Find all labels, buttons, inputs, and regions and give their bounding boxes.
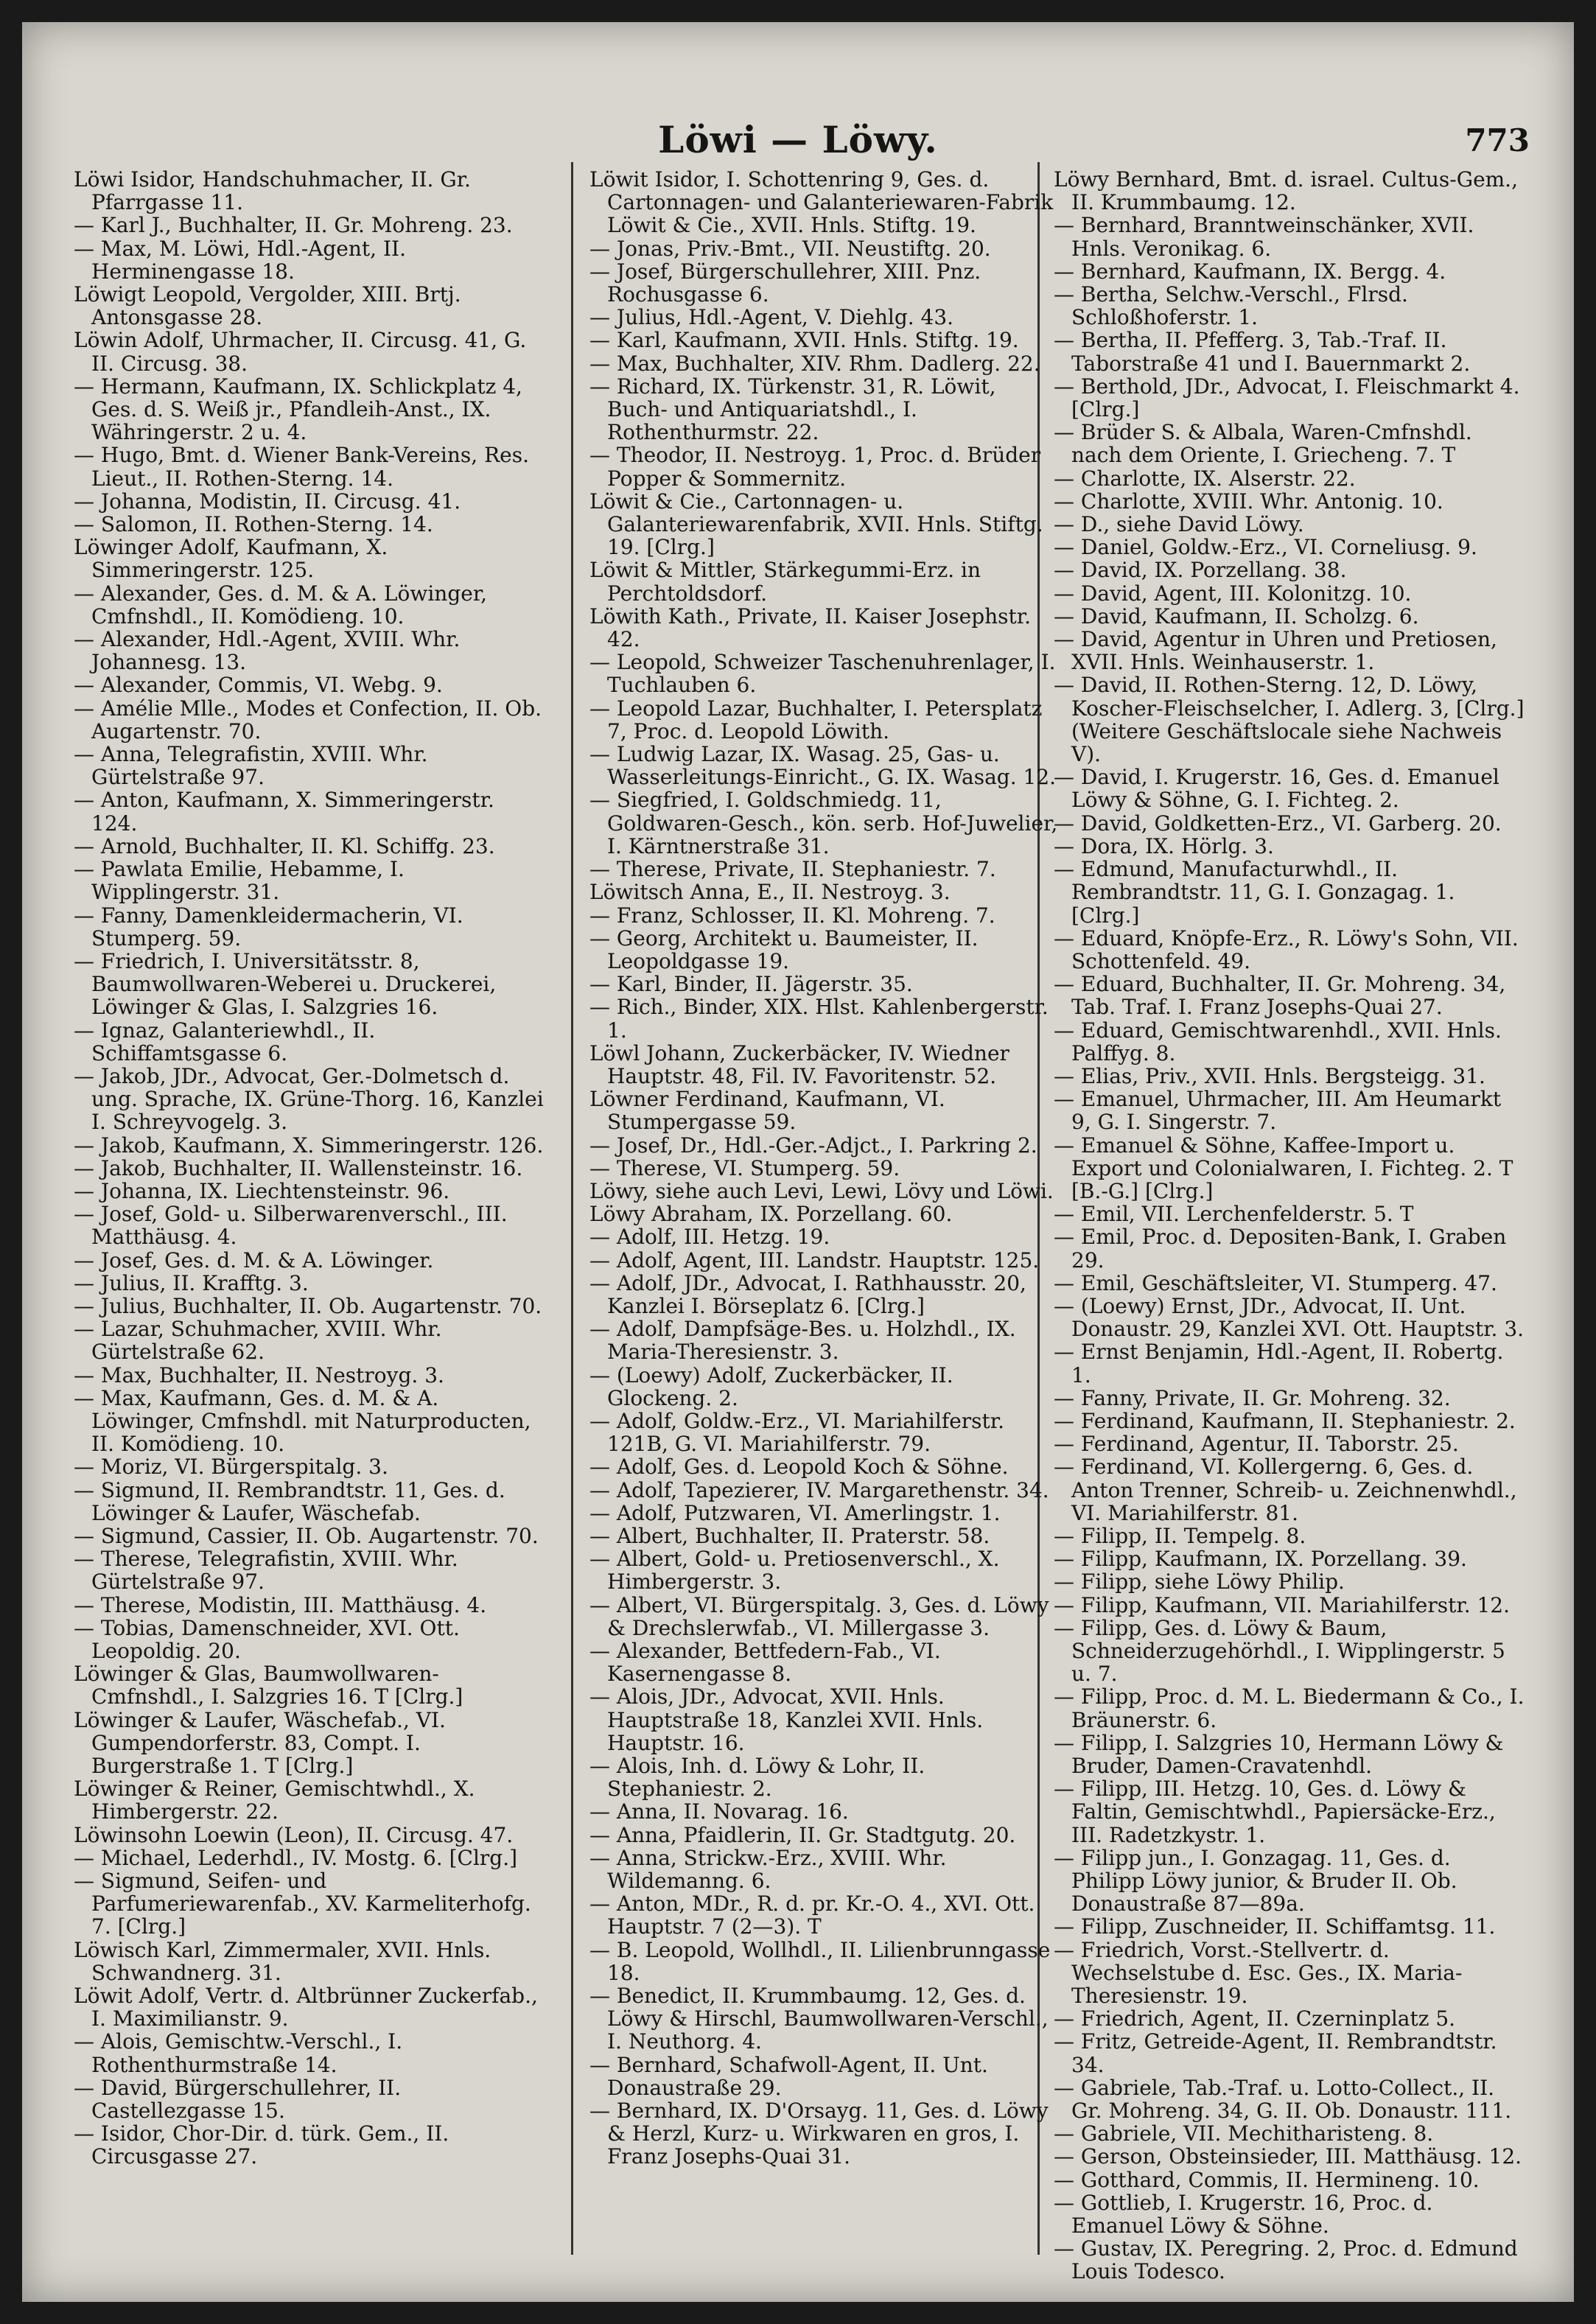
directory-entry: Löwith Kath., Private, II. Kaiser Josephstr. 42. [589, 603, 1031, 652]
directory-entry: — Max, M. Löwi, Hdl.-Agent, II. Herminengasse 18. [74, 236, 406, 284]
directory-page [22, 22, 1574, 2302]
directory-entry: — Emanuel, Uhrmacher, III. Am Heumarkt 9, G. I. Singerstr. 7. [1054, 1087, 1502, 1135]
directory-entry: Löwinger Adolf, Kaufmann, X. Simmeringerstr. 125. [74, 535, 388, 583]
directory-entry: — Ernst Benjamin, Hdl.-Agent, II. Robertg. 1. [1054, 1340, 1504, 1387]
directory-entry: — Josef, Bürgerschullehrer, XIII. Pnz. Rochusgasse 6. [589, 259, 981, 307]
directory-entry: — Alexander, Bettfedern-Fab., VI. Kasernengasse 8. [589, 1639, 941, 1687]
directory-entry: — Julius, Hdl.-Agent, V. Diehlg. 43. [589, 305, 954, 330]
directory-entry: — Johanna, Modistin, II. Circusg. 41. [74, 489, 461, 514]
directory-entry: — Hermann, Kaufmann, IX. Schlickplatz 4, Ges. d. S. Weiß jr., Pfandleih-Anst., IX. Währingerstr. 2 u. 4. [74, 374, 522, 445]
directory-entry: — Filipp, Ges. d. Löwy & Baum, Schneiderzugehörhdl., I. Wipplingerstr. 5 u. 7. [1054, 1615, 1505, 1687]
directory-entry: — Therese, Modistin, III. Matthäusg. 4. [74, 1592, 487, 1617]
directory-entry: — Bernhard, Branntweinschänker, XVII. Hnls. Veronikag. 6. [1054, 213, 1474, 261]
directory-entry: — Emanuel & Söhne, Kaffee-Import u. Export und Colonialwaren, I. Fichteg. 2. T [B.-G.] [Clrg.] [1054, 1133, 1513, 1203]
directory-entry: Löwy, siehe auch Levi, Lewi, Lövy und Löwi. [589, 1178, 1054, 1203]
directory-entry: — Max, Buchhalter, II. Nestroyg. 3. [74, 1362, 444, 1387]
directory-entry: — Alexander, Ges. d. M. & A. Löwinger, Cmfnshdl., II. Komödieng. 10. [74, 581, 488, 629]
directory-entry: — Anna, Pfaidlerin, II. Gr. Stadtgutg. 20. [589, 1822, 1016, 1847]
directory-entry: — Leopold Lazar, Buchhalter, I. Petersplatz 7, Proc. d. Leopold Löwith. [589, 696, 1043, 743]
directory-entry: — Ferdinand, VI. Kollergerng. 6, Ges. d. Anton Trenner, Schreib- u. Zeichnenwhdl., VI. Mariahilferstr. 81. [1054, 1455, 1517, 1525]
directory-entry: — Isidor, Chor-Dir. d. türk. Gem., II. Circusgasse 27. [74, 2121, 449, 2169]
directory-entry: — Max, Buchhalter, XIV. Rhm. Dadlerg. 22. [589, 351, 1040, 376]
directory-entry: — David, IX. Porzellang. 38. [1054, 558, 1347, 583]
directory-entry: — Eduard, Knöpfe-Erz., R. Löwy's Sohn, VII. Schottenfeld. 49. [1054, 925, 1519, 973]
directory-entry: Löwigt Leopold, Vergolder, XIII. Brtj. Antonsgasse 28. [74, 282, 461, 330]
directory-entry: — Adolf, III. Hetzg. 19. [589, 1225, 830, 1250]
directory-entry: — Anna, II. Novarag. 16. [589, 1799, 849, 1824]
column-divider [571, 162, 573, 2255]
directory-entry: — Josef, Dr., Hdl.-Ger.-Adjct., I. Parkring 2. [589, 1133, 1037, 1158]
directory-entry: — Filipp, I. Salzgries 10, Hermann Löwy & Bruder, Damen-Cravatenhdl. [1054, 1730, 1504, 1779]
directory-entry: — D., siehe David Löwy. [1054, 512, 1304, 537]
directory-entry: Löwner Ferdinand, Kaufmann, VI. Stumpergasse 59. [589, 1087, 945, 1135]
directory-entry: — Charlotte, IX. Alserstr. 22. [1054, 466, 1356, 491]
directory-entry: — B. Leopold, Wollhdl., II. Lilienbrunngasse 18. [589, 1937, 1051, 1985]
directory-entry: — Gotthard, Commis, II. Hermineng. 10. [1054, 2167, 1480, 2192]
directory-entry: — Johanna, IX. Liechtensteinstr. 96. [74, 1178, 450, 1203]
directory-entry: — Alois, JDr., Advocat, XVII. Hnls. Hauptstraße 18, Kanzlei XVII. Hnls. Hauptstr. 16. [589, 1684, 984, 1755]
directory-entry: — Filipp jun., I. Gonzagag. 11, Ges. d. Philipp Löwy junior, & Bruder II. Ob. Donaustraße 87—89a. [1054, 1845, 1457, 1917]
directory-entry: — Albert, Buchhalter, II. Praterstr. 58. [589, 1523, 990, 1548]
directory-entry: — David, II. Rothen-Sterng. 12, D. Löwy, Koscher-Fleischselcher, I. Adlerg. 3, [Clrg.] (Weitere Geschäftslocale siehe Nachweis V). [1054, 673, 1525, 767]
directory-entry: Löwl Johann, Zuckerbäcker, IV. Wiedner Hauptstr. 48, Fil. IV. Favoritenstr. 52. [589, 1040, 1009, 1088]
directory-entry: Löwit & Mittler, Stärkegummi-Erz. in Perchtoldsdorf. [589, 558, 981, 606]
directory-column-right [1054, 167, 1525, 2284]
directory-entry: — Filipp, siehe Löwy Philip. [1054, 1569, 1345, 1595]
directory-entry: — Edmund, Manufacturwhdl., II. Rembrandtstr. 11, G. I. Gonzagag. 1. [Clrg.] [1054, 857, 1455, 928]
directory-entry: — David, Bürgerschullehrer, II. Castellezgasse 15. [74, 2075, 402, 2124]
directory-entry: — Emil, Proc. d. Depositen-Bank, I. Graben 29. [1054, 1225, 1507, 1273]
directory-entry: — Fritz, Getreide-Agent, II. Rembrandtstr. 34. [1054, 2029, 1497, 2077]
directory-entry: — Ludwig Lazar, IX. Wasag. 25, Gas- u. Wasserleitungs-Einricht., G. IX. Wasag. 12. [589, 742, 1057, 790]
directory-entry: — Elias, Priv., XVII. Hnls. Bergsteigg. 31. [1054, 1063, 1485, 1088]
directory-entry: — David, I. Krugerstr. 16, Ges. d. Emanuel Löwy & Söhne, G. I. Fichteg. 2. [1054, 765, 1499, 813]
directory-entry: — Georg, Architekt u. Baumeister, II. Leopoldgasse 19. [589, 925, 979, 973]
directory-entry: — David, Goldketten-Erz., VI. Garberg. 20. [1054, 811, 1502, 836]
directory-entry: — Lazar, Schuhmacher, XVIII. Whr. Gürtelstraße 62. [74, 1317, 442, 1365]
directory-entry: — Siegfried, I. Goldschmiedg. 11, Goldwaren-Gesch., kön. serb. Hof-Juwelier, I. Kärntnerstraße 31. [589, 788, 1058, 858]
directory-entry: — Gustav, IX. Peregring. 2, Proc. d. Edmund Louis Todesco. [1054, 2236, 1518, 2284]
directory-entry: — Leopold, Schweizer Taschenuhrenlager, I. Tuchlauben 6. [589, 650, 1056, 698]
directory-entry: — Jakob, Kaufmann, X. Simmeringerstr. 126. [74, 1133, 544, 1158]
directory-entry: — Albert, Gold- u. Pretiosenverschl., X. Himbergerstr. 3. [589, 1547, 1000, 1595]
directory-entry: — Alexander, Commis, VI. Webg. 9. [74, 673, 443, 698]
directory-entry: — Eduard, Gemischtwarenhdl., XVII. Hnls. Palffyg. 8. [1054, 1018, 1502, 1065]
directory-entry: — Berthold, JDr., Advocat, I. Fleischmarkt 4. [Clrg.] [1054, 374, 1520, 422]
directory-entry: — Jakob, JDr., Advocat, Ger.-Dolmetsch d. ung. Sprache, IX. Grüne-Thorg. 16, Kanzlei I. Schreyvogelg. 3. [74, 1063, 544, 1135]
directory-entry: — Hugo, Bmt. d. Wiener Bank-Vereins, Res. Lieut., II. Rothen-Sterng. 14. [74, 443, 529, 491]
directory-entry: — Alexander, Hdl.-Agent, XVIII. Whr. Johannesg. 13. [74, 627, 461, 675]
directory-entry: — Filipp, II. Tempelg. 8. [1054, 1523, 1306, 1548]
directory-entry: — Anton, MDr., R. d. pr. Kr.-O. 4., XVI. Ott. Hauptstr. 7 (2—3). T [589, 1891, 1035, 1939]
page-number: 773 [1465, 122, 1530, 158]
directory-entry: — Karl, Kaufmann, XVII. Hnls. Stiftg. 19. [589, 328, 1019, 353]
directory-entry: — Ferdinand, Agentur, II. Taborstr. 25. [1054, 1432, 1459, 1457]
directory-entry: — Anna, Telegrafistin, XVIII. Whr. Gürtelstraße 97. [74, 742, 428, 790]
directory-entry: — Amélie Mlle., Modes et Confection, II. Ob. Augartenstr. 70. [74, 696, 542, 743]
directory-entry: Löwin Adolf, Uhrmacher, II. Circusg. 41, G. II. Circusg. 38. [74, 328, 527, 376]
directory-entry: — Anton, Kaufmann, X. Simmeringerstr. 124. [74, 788, 494, 836]
directory-column-middle [589, 168, 1061, 2268]
directory-entry: — Tobias, Damenschneider, XVI. Ott. Leopoldig. 20. [74, 1615, 460, 1663]
directory-entry: — Ferdinand, Kaufmann, II. Stephaniestr. 2. [1054, 1408, 1516, 1433]
running-title: Löwi — Löwy. [658, 118, 938, 161]
directory-entry: — Sigmund, II. Rembrandtstr. 11, Ges. d. Löwinger & Laufer, Wäschefab. [74, 1477, 505, 1525]
directory-entry: — Rich., Binder, XIX. Hlst. Kahlenbergerstr. 1. [589, 995, 1049, 1043]
directory-entry: — Benedict, II. Krummbaumg. 12, Ges. d. Löwy & Hirschl, Baumwollwaren-Verschl., I. Neuthorg. 4. [589, 1984, 1049, 2054]
directory-entry: — Adolf, Ges. d. Leopold Koch & Söhne. [589, 1455, 1009, 1480]
directory-entry: — Emil, VII. Lerchenfelderstr. 5. T [1054, 1202, 1414, 1227]
directory-entry: — Adolf, Dampfsäge-Bes. u. Holzhdl., IX. Maria-Theresienstr. 3. [589, 1317, 1016, 1365]
directory-entry: — Gerson, Obsteinsieder, III. Matthäusg. 12. [1054, 2144, 1522, 2169]
directory-entry: Löwinger & Glas, Baumwollwaren-Cmfnshdl., I. Salzgries 16. T [Clrg.] [74, 1662, 463, 1709]
directory-entry: — Adolf, JDr., Advocat, I. Rathhausstr. 20, Kanzlei I. Börseplatz 6. [Clrg.] [589, 1270, 1026, 1318]
directory-entry: — Charlotte, XVIII. Whr. Antonig. 10. [1054, 489, 1443, 514]
directory-entry: — Fanny, Damenkleidermacherin, VI. Stumperg. 59. [74, 903, 463, 951]
directory-entry: — David, Kaufmann, II. Scholzg. 6. [1054, 603, 1419, 629]
directory-entry: Löwitsch Anna, E., II. Nestroyg. 3. [589, 880, 951, 905]
directory-entry: Löwit & Cie., Cartonnagen- u. Galanteriewarenfabrik, XVII. Hnls. Stiftg. 19. [Clrg.] [589, 489, 1043, 560]
directory-entry: — Daniel, Goldw.-Erz., VI. Corneliusg. 9. [1054, 535, 1477, 560]
directory-entry: — Filipp, Kaufmann, IX. Porzellang. 39. [1054, 1547, 1467, 1572]
directory-entry: — Julius, II. Krafftg. 3. [74, 1270, 309, 1295]
directory-entry: — Therese, Private, II. Stephaniestr. 7. [589, 857, 996, 882]
directory-entry: — Bernhard, Kaufmann, IX. Bergg. 4. [1054, 259, 1446, 284]
directory-entry: — Albert, VI. Bürgerspitalg. 3, Ges. d. Löwy & Drechslerwfab., VI. Millergasse 3. [589, 1592, 1049, 1640]
directory-entry: — Adolf, Goldw.-Erz., VI. Mariahilferstr. 121B, G. VI. Mariahilferstr. 79. [589, 1408, 1004, 1457]
directory-entry: — Filipp, Kaufmann, VII. Mariahilferstr. 12. [1054, 1592, 1511, 1617]
directory-entry: — Filipp, Zuschneider, II. Schiffamtsg. 11. [1054, 1914, 1496, 1939]
directory-entry: — Brüder S. & Albala, Waren-Cmfnshdl. nach dem Oriente, I. Griecheng. 7. T [1054, 420, 1472, 468]
directory-entry: — Theodor, II. Nestroyg. 1, Proc. d. Brüder Popper & Sommernitz. [589, 443, 1041, 491]
directory-entry: — Friedrich, I. Universitätsstr. 8, Baumwollwaren-Weberei u. Druckerei, Löwinger & Glas, I. Salzgries 16. [74, 948, 497, 1020]
directory-entry: — Filipp, Proc. d. M. L. Biedermann & Co., I. Bräunerstr. 6. [1054, 1684, 1525, 1732]
directory-entry: — Jonas, Priv.-Bmt., VII. Neustiftg. 20. [589, 236, 991, 261]
directory-entry: — Ignaz, Galanteriewhdl., II. Schiffamtsgasse 6. [74, 1018, 376, 1065]
directory-entry: — Franz, Schlosser, II. Kl. Mohreng. 7. [589, 903, 995, 928]
directory-entry: — Jakob, Buchhalter, II. Wallensteinstr. 16. [74, 1155, 523, 1180]
directory-entry: — Anna, Strickw.-Erz., XVIII. Whr. Wildemanng. 6. [589, 1845, 947, 1894]
directory-entry: Löwinger & Reiner, Gemischtwhdl., X. Himbergerstr. 22. [74, 1777, 475, 1824]
directory-entry: — Karl J., Buchhalter, II. Gr. Mohreng. 23. [74, 213, 513, 238]
directory-entry: — Julius, Buchhalter, II. Ob. Augartenstr. 70. [74, 1293, 542, 1318]
directory-entry: — Fanny, Private, II. Gr. Mohreng. 32. [1054, 1385, 1451, 1410]
directory-entry: — Therese, VI. Stumperg. 59. [589, 1155, 900, 1180]
directory-entry: — Adolf, Tapezierer, IV. Margarethenstr. 34. [589, 1477, 1049, 1502]
directory-entry: — (Loewy) Adolf, Zuckerbäcker, II. Glockeng. 2. [589, 1362, 953, 1410]
directory-entry: — Friedrich, Vorst.-Stellvertr. d. Wechselstube d. Esc. Ges., IX. Maria-Theresienstr. 19. [1054, 1937, 1463, 2009]
directory-entry: — Therese, Telegrafistin, XVIII. Whr. Gürtelstraße 97. [74, 1547, 458, 1595]
directory-entry: — Emil, Geschäftsleiter, VI. Stumperg. 47. [1054, 1270, 1497, 1295]
directory-entry: Löwisch Karl, Zimmermaler, XVII. Hnls. Schwandnerg. 31. [74, 1937, 491, 1985]
directory-entry: Löwy Abraham, IX. Porzellang. 60. [589, 1202, 953, 1227]
directory-entry: — David, Agent, III. Kolonitzg. 10. [1054, 581, 1412, 606]
directory-entry: — Friedrich, Agent, II. Czerninplatz 5. [1054, 2006, 1456, 2031]
directory-entry: — Bernhard, IX. D'Orsayg. 11, Ges. d. Löwy & Herzl, Kurz- u. Wirkwaren en gros, I. Franz Josephs-Quai 31. [589, 2099, 1049, 2169]
directory-entry: — Alois, Inh. d. Löwy & Lohr, II. Stephaniestr. 2. [589, 1754, 925, 1802]
directory-entry: — Gabriele, Tab.-Traf. u. Lotto-Collect., II. Gr. Mohreng. 34, G. II. Ob. Donaustr. 111. [1054, 2075, 1512, 2124]
directory-entry: — Moriz, VI. Bürgerspitalg. 3. [74, 1455, 388, 1480]
directory-entry: — (Loewy) Ernst, JDr., Advocat, II. Unt. Donaustr. 29, Kanzlei XVI. Ott. Hauptstr. 3. [1054, 1293, 1525, 1342]
directory-entry: — Karl, Binder, II. Jägerstr. 35. [589, 972, 913, 997]
directory-entry: — Josef, Gold- u. Silberwarenverschl., III. Matthäusg. 4. [74, 1202, 508, 1250]
directory-entry: Löwit Adolf, Vertr. d. Altbrünner Zuckerfab., I. Maximilianstr. 9. [74, 1984, 538, 2031]
directory-entry: — Adolf, Putzwaren, VI. Amerlingstr. 1. [589, 1500, 1001, 1525]
directory-entry: — Eduard, Buchhalter, II. Gr. Mohreng. 34, Tab. Traf. I. Franz Josephs-Quai 27. [1054, 972, 1506, 1020]
directory-entry: — Michael, Lederhdl., IV. Mostg. 6. [Clrg.] [74, 1845, 518, 1870]
directory-entry: — Bernhard, Schafwoll-Agent, II. Unt. Donaustraße 29. [589, 2052, 988, 2100]
directory-entry: Löwinsohn Loewin (Leon), II. Circusg. 47. [74, 1822, 514, 1847]
directory-entry: Löwit Isidor, I. Schottenring 9, Ges. d. Cartonnagen- und Galanteriewaren-Fabrik Löwit & Cie., XVII. Hnls. Stiftg. 19. [589, 167, 1054, 238]
directory-entry: — Arnold, Buchhalter, II. Kl. Schiffg. 23. [74, 833, 495, 858]
directory-entry: — Gabriele, VII. Mechitharisteng. 8. [1054, 2121, 1434, 2146]
directory-entry: — Salomon, II. Rothen-Sterng. 14. [74, 512, 433, 537]
directory-entry: — Bertha, II. Pfefferg. 3, Tab.-Traf. II. Taborstraße 41 und I. Bauernmarkt 2. [1054, 328, 1471, 376]
directory-entry: — Pawlata Emilie, Hebamme, I. Wipplingerstr. 31. [74, 857, 405, 905]
directory-entry: Löwinger & Laufer, Wäschefab., VI. Gumpendorferstr. 83, Compt. I. Burgerstraße 1. T [Clrg.] [74, 1707, 446, 1779]
directory-entry: Löwy Bernhard, Bmt. d. israel. Cultus-Gem., II. Krummbaumg. 12. [1054, 167, 1518, 215]
directory-entry: — Gottlieb, I. Krugerstr. 16, Proc. d. Emanuel Löwy & Söhne. [1054, 2190, 1433, 2239]
directory-entry: — Josef, Ges. d. M. & A. Löwinger. [74, 1247, 434, 1273]
directory-entry: — Sigmund, Cassier, II. Ob. Augartenstr. 70. [74, 1523, 539, 1548]
directory-entry: — Dora, IX. Hörlg. 3. [1054, 833, 1274, 858]
directory-entry: — Richard, IX. Türkenstr. 31, R. Löwit, Buch- und Antiquariatshdl., I. Rothenthurmstr. 22. [589, 374, 996, 445]
directory-entry: — Max, Kaufmann, Ges. d. M. & A. Löwinger, Cmfnshdl. mit Naturproducten, II. Komödieng. 10. [74, 1385, 531, 1457]
directory-entry: — Sigmund, Seifen- und Parfumeriewarenfab., XV. Karmeliterhofg. 7. [Clrg.] [74, 1869, 531, 1939]
directory-entry: — Adolf, Agent, III. Landstr. Hauptstr. 125. [589, 1247, 1040, 1273]
directory-entry: — Bertha, Selchw.-Verschl., Flrsd. Schloßhoferstr. 1. [1054, 282, 1408, 330]
directory-entry: — Alois, Gemischtw.-Verschl., I. Rothenthurmstraße 14. [74, 2029, 403, 2077]
directory-entry: — David, Agentur in Uhren und Pretiosen, XVII. Hnls. Weinhauserstr. 1. [1054, 627, 1497, 675]
directory-column-left [74, 168, 545, 2268]
directory-entry: — Filipp, III. Hetzg. 10, Ges. d. Löwy & Faltin, Gemischtwhdl., Papiersäcke-Erz., III. Radetzkystr. 1. [1054, 1777, 1496, 1847]
directory-entry: Löwi Isidor, Handschuhmacher, II. Gr. Pfarrgasse 11. [74, 167, 471, 215]
